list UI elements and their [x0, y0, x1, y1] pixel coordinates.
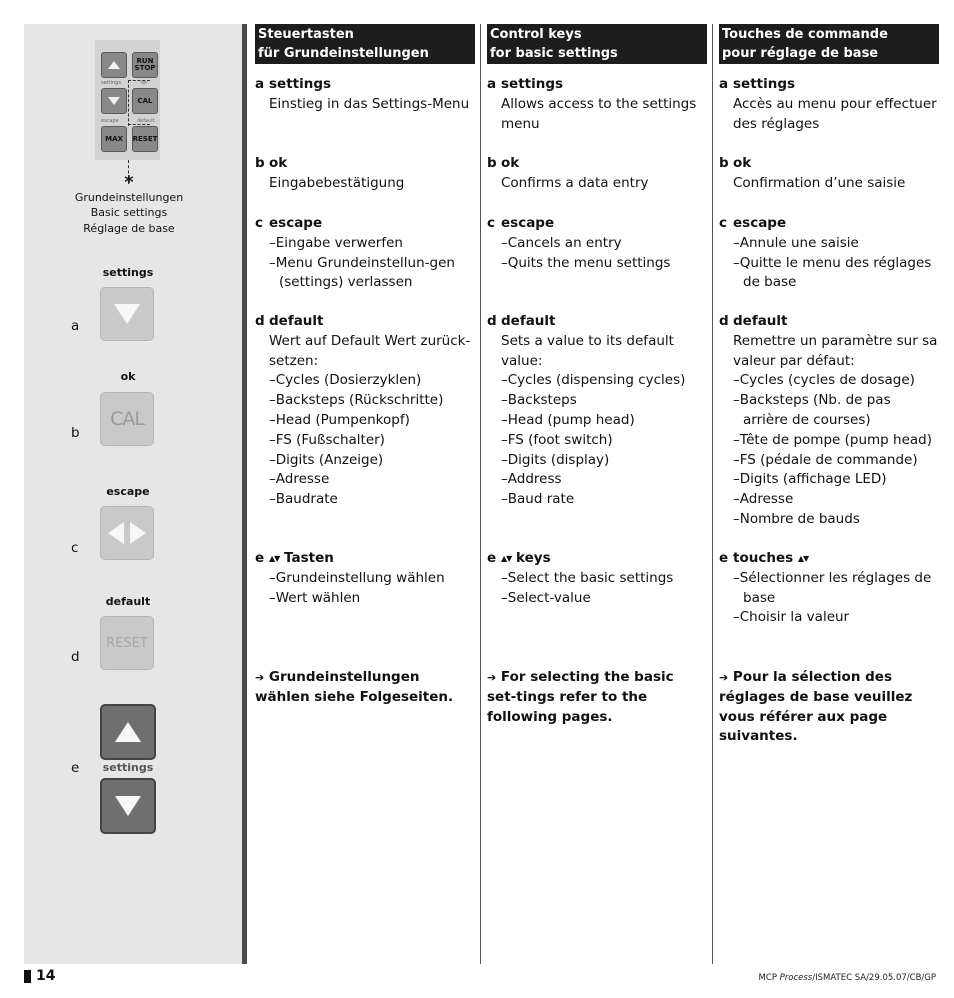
keypad-dashed-marker [128, 80, 150, 81]
section-letter: d [719, 313, 729, 329]
section-letter: a [487, 76, 497, 92]
section-c [487, 214, 707, 273]
list-item-text: Backsteps [507, 392, 577, 409]
list-item-text: Menu Grundeinstellun-gen (settings) verlassen [275, 254, 455, 291]
list-item: –Adresse [733, 491, 794, 508]
keypad-max-key [101, 126, 127, 152]
keypad-dashed-marker [128, 124, 150, 125]
keypad-ok-tiny-label: ok [141, 80, 147, 86]
list-item: –Quits the menu settings [501, 254, 671, 271]
keypad-dashed-marker [128, 80, 129, 126]
keypad-cal-key [132, 88, 158, 114]
key-e-label: settings [102, 761, 154, 774]
up-down-arrows-icon: ▲▼ [797, 554, 809, 563]
keypad-down-key [101, 88, 127, 114]
section-title: settings [733, 76, 796, 92]
list-item: –FS (foot switch) [501, 431, 613, 448]
up-down-arrows-icon: ▲▼ [501, 554, 512, 563]
section-body: Accès au menu pour effectuer des réglages [733, 95, 937, 132]
section-letter: a [719, 76, 729, 92]
section-title: touches [733, 550, 794, 566]
section-d [719, 312, 939, 530]
section-b [255, 154, 475, 194]
key-a-letter: a [71, 318, 80, 334]
column-header [487, 24, 707, 64]
list-item: –Baud rate [501, 491, 575, 508]
list-item: –Cycles (Dosierzyklen) [269, 372, 422, 389]
list-item-text: Quits the menu settings [507, 254, 671, 271]
down-arrow-key [100, 778, 156, 834]
section-e [255, 549, 475, 608]
section-intro: Sets a value to its default value: [501, 332, 674, 369]
section-title: ok [269, 155, 288, 171]
section-title: default [269, 313, 324, 329]
list-item: –Choisir la valeur [733, 609, 850, 626]
list-item: –Sélectionner les réglages de base [733, 569, 932, 606]
list-item-text: Eingabe verwerfen [275, 234, 403, 251]
caption-fr: Réglage de base [83, 222, 175, 235]
list-item-text: Wert wählen [275, 589, 361, 606]
caption-de: Grundeinstellungen [74, 191, 184, 204]
note-text: Pour la sélection des réglages de base veuillez vous référer aux page suivantes. [719, 669, 913, 745]
section-intro: Remettre un paramètre sur sa valeur par défaut: [733, 332, 938, 369]
section-title: settings [501, 76, 564, 92]
list-item-text: Grundeinstellung wählen [275, 569, 445, 586]
section-letter: e [487, 550, 497, 566]
list-item-text: Head (pump head) [507, 411, 635, 428]
list-item: –Cancels an entry [501, 234, 622, 251]
list-item: –Digits (display) [501, 451, 610, 468]
keypad-escape-tiny-label: escape [101, 118, 119, 124]
column-header-line: Control keys [490, 27, 582, 42]
up-down-arrows-icon: ▲▼ [269, 554, 280, 563]
column-french [719, 24, 939, 745]
section-letter: d [487, 313, 497, 329]
list-item: –Quitte le menu des réglages de base [733, 254, 932, 291]
triangle-down-icon [114, 795, 142, 817]
section-letter: c [487, 215, 496, 231]
key-a-label: settings [102, 266, 154, 279]
key-c-label: escape [106, 485, 150, 498]
keypad-run-stop-label: RUN STOP [134, 57, 156, 72]
key-b-letter: b [71, 425, 80, 441]
section-b [487, 154, 707, 194]
triangle-down-icon [107, 96, 121, 106]
section-a [255, 75, 475, 115]
keypad-up-key [101, 52, 127, 78]
keypad-run-stop-key [132, 52, 158, 78]
section-letter: b [719, 155, 729, 171]
list-item-text: Adresse [739, 491, 794, 508]
list-item-text: Cycles (dispensing cycles) [507, 372, 686, 389]
reference-suffix: /ISMATEC SA/29.05.07/CB/GP [812, 973, 936, 983]
list-item: –Nombre de bauds [733, 510, 860, 527]
list-item: –Backsteps (Nb. de pas arrière de courses) [733, 392, 891, 428]
list-item-text: Backsteps (Rückschritte) [275, 392, 444, 409]
reference-note [487, 668, 707, 727]
section-body: Eingabebestätigung [269, 174, 405, 191]
list-item-text: Digits (affichage LED) [739, 471, 887, 488]
list-item: –Select-value [501, 589, 591, 606]
asterisk-marker: * [124, 172, 134, 193]
document-reference [759, 973, 936, 983]
list-item: –Cycles (dispensing cycles) [501, 372, 686, 389]
triangle-up-icon [114, 721, 142, 743]
section-title: default [733, 313, 788, 329]
list-item-text: Address [507, 471, 562, 488]
section-title: ok [733, 155, 752, 171]
keypad-reset-key [132, 126, 158, 152]
section-body: Einstieg in das Settings-Menu [269, 95, 470, 112]
arrow-right-icon: ➔ [255, 671, 265, 684]
cal-key-text: CAL [110, 408, 144, 430]
reference-note [719, 668, 939, 747]
list-item-text: Select-value [507, 589, 591, 606]
section-letter: c [255, 215, 264, 231]
list-item-text: Head (Pumpenkopf) [275, 411, 410, 428]
section-body: Confirms a data entry [501, 174, 649, 191]
section-b [719, 154, 939, 194]
reference-note [255, 668, 475, 708]
list-item-text: Cycles (cycles de dosage) [739, 372, 915, 389]
key-d-letter: d [71, 649, 80, 665]
list-item-text: Nombre de bauds [739, 510, 860, 527]
list-item-text: Baud rate [507, 491, 575, 508]
section-letter: b [255, 155, 265, 171]
list-item: –Head (Pumpenkopf) [269, 411, 410, 428]
column-header [255, 24, 475, 64]
triangle-up-icon [107, 60, 121, 70]
section-title: escape [269, 215, 323, 231]
sidebar-divider [242, 24, 247, 964]
list-item-text: Cycles (Dosierzyklen) [275, 372, 422, 389]
list-item-text: Cancels an entry [507, 234, 622, 251]
page-marker [24, 970, 31, 983]
section-letter: e [719, 550, 729, 566]
section-title: default [501, 313, 556, 329]
section-letter: e [255, 550, 265, 566]
list-item-text: Select the basic settings [507, 569, 674, 586]
list-item-text: Adresse [275, 471, 330, 488]
list-item: –FS (pédale de commande) [733, 451, 918, 468]
keypad-settings-tiny-label: settings [101, 80, 121, 86]
list-item-text: Annule une saisie [739, 234, 859, 251]
list-item: –Wert wählen [269, 589, 361, 606]
section-d [487, 312, 707, 510]
reference-prefix: MCP [758, 973, 780, 983]
section-title: settings [269, 76, 332, 92]
section-letter: d [255, 313, 265, 329]
list-item-text: Digits (Anzeige) [275, 451, 384, 468]
reset-key-text: RESET [106, 635, 148, 651]
list-item: –Select the basic settings [501, 569, 674, 586]
column-header-line: für Grundeinstellungen [258, 46, 429, 61]
list-item: –Tête de pompe (pump head) [733, 431, 932, 448]
column-german [255, 24, 475, 705]
section-intro: Wert auf Default Wert zurück-setzen: [269, 332, 471, 369]
section-d [255, 312, 475, 510]
column-header-line: for basic settings [490, 46, 618, 61]
section-c [255, 214, 475, 293]
list-item: –Eingabe verwerfen [269, 234, 403, 251]
list-item-text: Choisir la valeur [739, 609, 850, 626]
left-right-arrows-icon [107, 521, 147, 545]
section-title: escape [733, 215, 787, 231]
keypad-cal-label: CAL [137, 96, 153, 105]
column-divider [712, 24, 713, 964]
list-item: –Backsteps (Rückschritte) [269, 392, 444, 409]
section-title: keys [516, 550, 551, 566]
list-item: –Digits (Anzeige) [269, 451, 384, 468]
list-item-text: FS (pédale de commande) [739, 451, 918, 468]
column-divider [480, 24, 481, 964]
keypad-illustration [95, 40, 160, 160]
section-title: escape [501, 215, 555, 231]
section-a [719, 75, 939, 134]
list-item: –Address [501, 471, 562, 488]
section-letter: c [719, 215, 728, 231]
arrow-right-icon: ➔ [487, 671, 497, 684]
section-e [487, 549, 707, 608]
caption-en: Basic settings [90, 206, 168, 219]
key-d-label: default [105, 595, 151, 608]
list-item-text: Baudrate [275, 491, 338, 508]
list-item-text: FS (Fußschalter) [275, 431, 385, 448]
section-letter: a [255, 76, 265, 92]
list-item: –Cycles (cycles de dosage) [733, 372, 915, 389]
column-header-line: pour réglage de base [722, 46, 879, 61]
section-a [487, 75, 707, 134]
keypad-default-tiny-label: default [137, 118, 155, 124]
column-header-line: Steuertasten [258, 27, 354, 42]
key-c-letter: c [71, 540, 79, 556]
reference-italic: Process [779, 973, 813, 983]
section-body: Allows access to the settings menu [501, 95, 697, 132]
list-item: –FS (Fußschalter) [269, 431, 385, 448]
key-e-letter: e [71, 760, 80, 776]
page-number: 14 [36, 968, 56, 984]
section-title: Tasten [284, 550, 334, 566]
section-body: Confirmation d’une saisie [733, 174, 906, 191]
section-e [719, 549, 939, 628]
up-arrow-key [100, 704, 156, 760]
list-item-text: Backsteps (Nb. de pas arrière de courses) [739, 392, 891, 428]
list-item-text: Sélectionner les réglages de base [739, 569, 932, 606]
cal-key [100, 392, 154, 446]
list-item: –Head (pump head) [501, 411, 635, 428]
list-item: –Grundeinstellung wählen [269, 569, 445, 586]
column-english [487, 24, 707, 725]
section-letter: b [487, 155, 497, 171]
section-title: ok [501, 155, 520, 171]
list-item-text: Digits (display) [507, 451, 610, 468]
list-item-text: Quitte le menu des réglages de base [739, 254, 932, 291]
note-text: Grundeinstellungen wählen siehe Folgeseiten. [255, 669, 454, 705]
list-item: –Baudrate [269, 491, 338, 508]
section-c [719, 214, 939, 293]
key-illustration-sidebar [24, 24, 242, 964]
note-text: For selecting the basic set-tings refer to the following pages. [487, 669, 674, 725]
triangle-down-icon [113, 303, 141, 325]
list-item: –Menu Grundeinstellun-gen (settings) verlassen [269, 254, 455, 291]
escape-key [100, 506, 154, 560]
list-item-text: Tête de pompe (pump head) [739, 431, 932, 448]
list-item: –Annule une saisie [733, 234, 859, 251]
list-item: –Backsteps [501, 392, 577, 409]
list-item: –Digits (affichage LED) [733, 471, 887, 488]
keypad-reset-label: RESET [132, 134, 158, 143]
list-item-text: FS (foot switch) [507, 431, 613, 448]
column-header [719, 24, 939, 64]
reset-key [100, 616, 154, 670]
column-header-line: Touches de commande [722, 27, 888, 42]
keypad-max-label: MAX [105, 134, 123, 143]
key-b-label: ok [120, 370, 136, 383]
arrow-right-icon: ➔ [719, 671, 729, 684]
settings-down-key [100, 287, 154, 341]
list-item: –Adresse [269, 471, 330, 488]
